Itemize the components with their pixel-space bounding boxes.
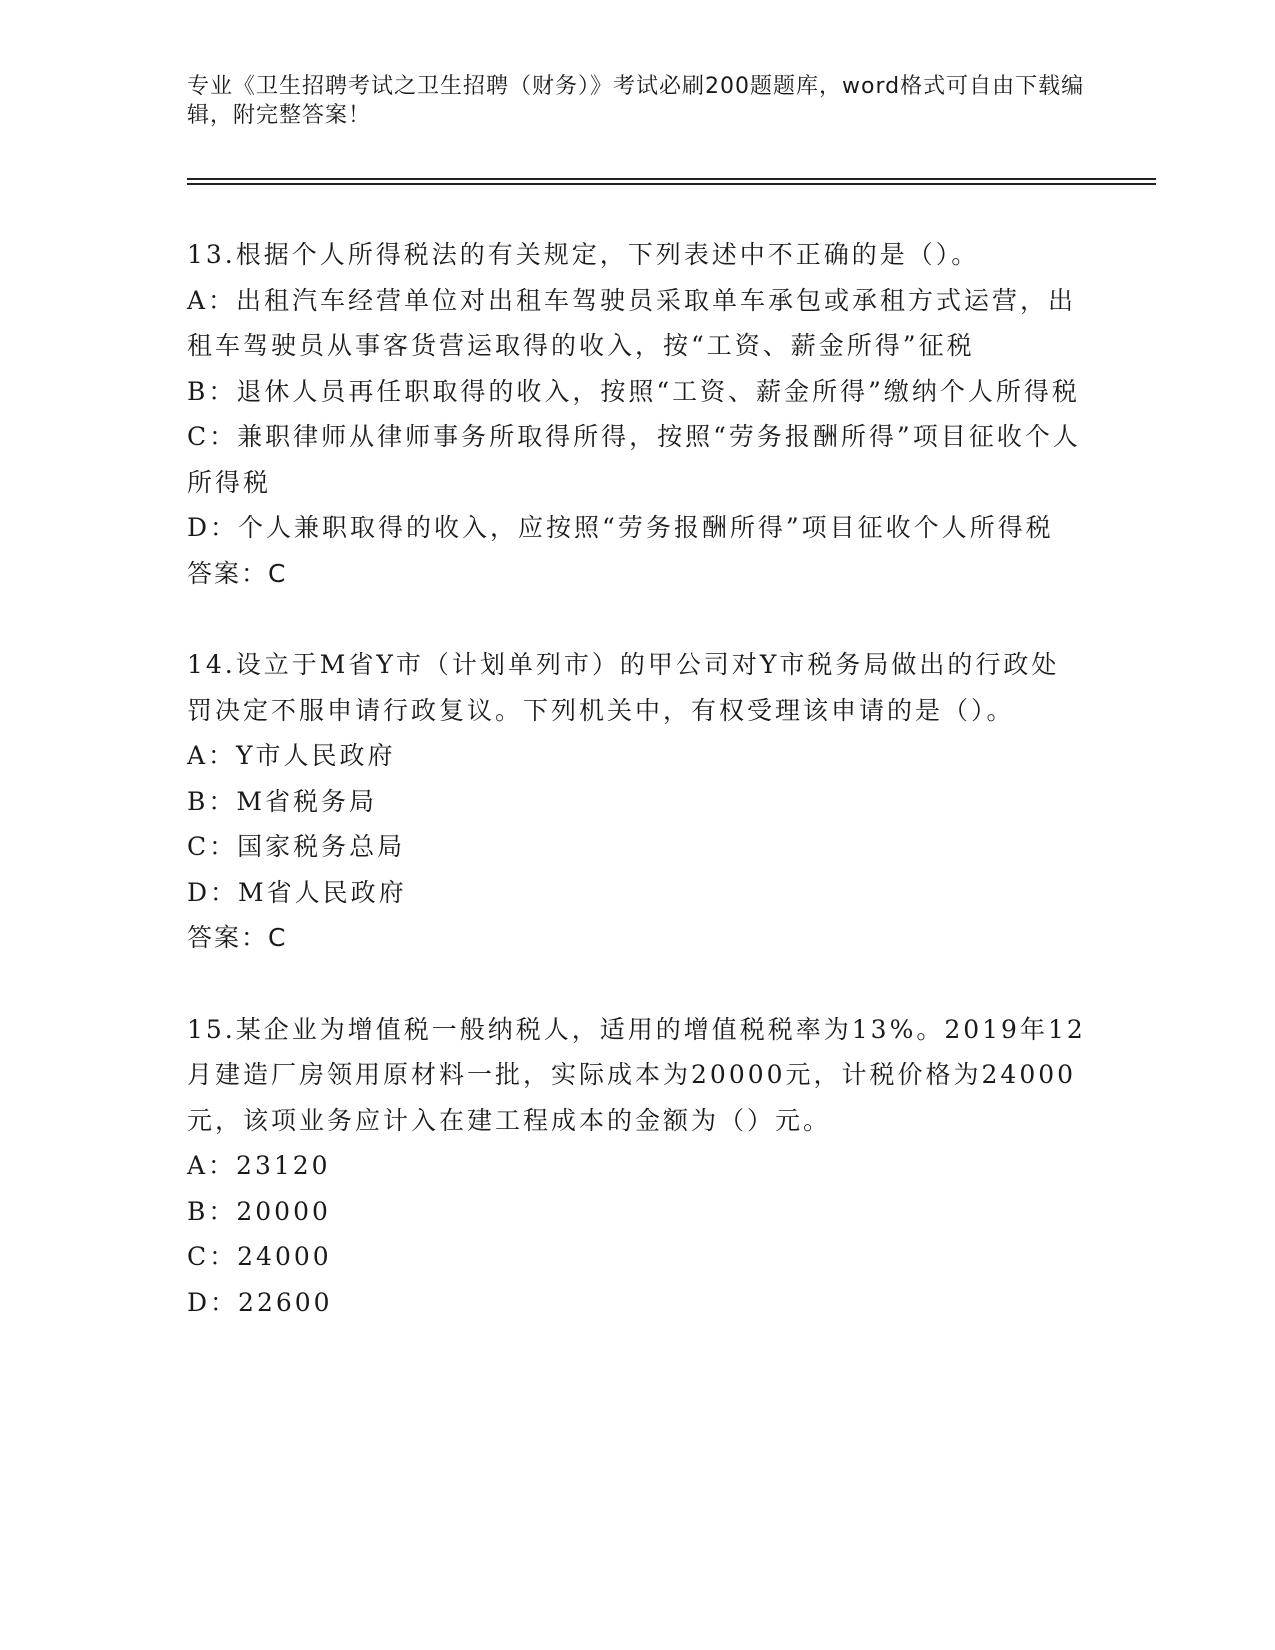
option-a: A：23120: [187, 1151, 331, 1180]
document-header: [187, 72, 1087, 130]
option-d: D：22600: [187, 1287, 333, 1317]
option-b: B：20000: [187, 1196, 331, 1226]
option-d: D：M省人民政府: [187, 877, 407, 907]
question-text: 13.根据个人所得税法的有关规定，下列表述中不正确的是（）。: [187, 240, 980, 269]
question-text: 14.设立于M省Y市（计划单列市）的甲公司对Y市税务局做出的行政处罚决定不服申请行政复议。下列机关中，有权受理该申请的是（）。: [187, 650, 1060, 725]
question-list: [187, 232, 1087, 1325]
option-a: A：出租汽车经营单位对出租车驾驶员采取单车承包或承租方式运营，出租车驾驶员从事客货营运取得的收入，按“工资、薪金所得”征税: [187, 285, 1077, 360]
option-b: B：M省税务局: [187, 786, 377, 816]
question-13: [187, 232, 1087, 596]
question-14: [187, 642, 1087, 961]
option-b: B：退休人员再任职取得的收入，按照“工资、薪金所得”缴纳个人所得税: [187, 376, 1080, 406]
option-c: C：24000: [187, 1242, 332, 1271]
option-d: D：个人兼职取得的收入，应按照“劳务报酬所得”项目征收个人所得税: [187, 513, 1054, 542]
header-divider-bottom: [187, 183, 1156, 185]
option-a: A：Y市人民政府: [187, 741, 396, 770]
option-c: C：国家税务总局: [187, 832, 406, 861]
answer-line: 答案：C: [187, 558, 288, 588]
option-c: C：兼职律师从律师事务所取得所得，按照“劳务报酬所得”项目征收个人所得税: [187, 422, 1081, 497]
question-text: 15.某企业为增值税一般纳税人，适用的增值税税率为13%。2019年12月建造厂房领用原材料一批，实际成本为20000元，计税价格为24000元，该项业务应计入在建工程成本的金额为（）元。: [187, 1014, 1086, 1135]
answer-line: 答案：C: [187, 923, 288, 952]
question-15: [187, 1007, 1087, 1326]
header-divider-top: [187, 178, 1156, 180]
header-text: 专业《卫生招聘考试之卫生招聘（财务）》考试必刷200题题库，word格式可自由下载编辑，附完整答案！: [187, 74, 1085, 128]
